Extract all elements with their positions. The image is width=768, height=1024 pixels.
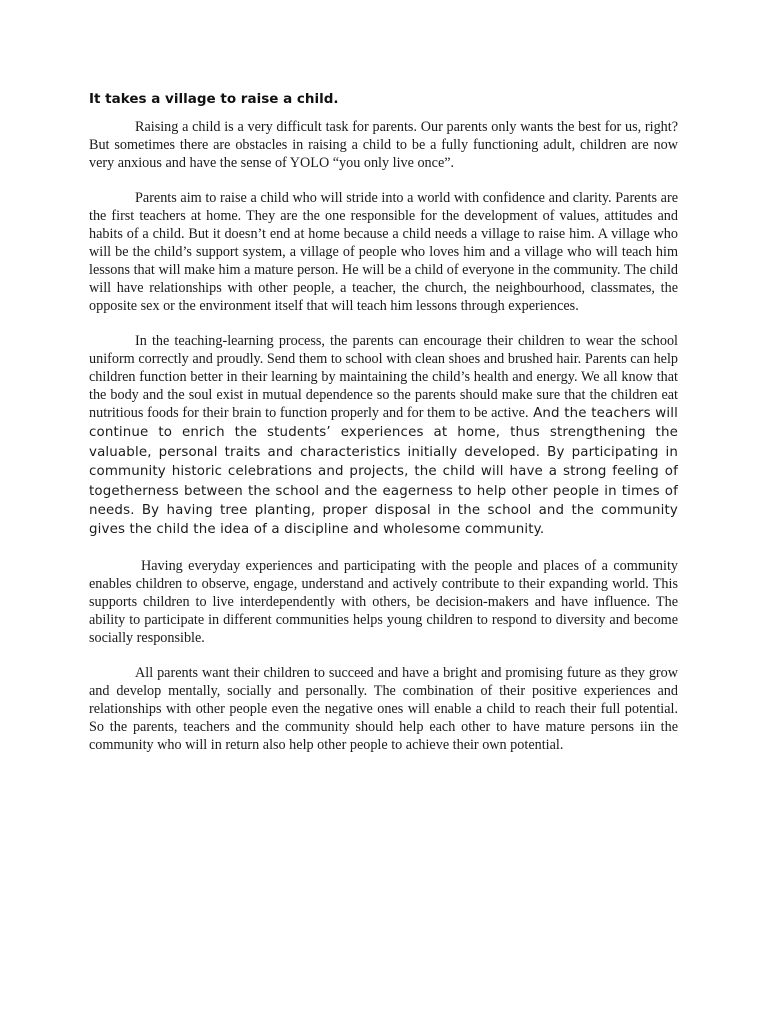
paragraph-1 xyxy=(89,118,678,172)
paragraph-2 xyxy=(89,189,678,315)
paragraph-5 xyxy=(89,664,678,754)
document-title: It takes a village to raise a child. xyxy=(89,91,339,107)
paragraph-1-text: Raising a child is a very difficult task for parents. Our parents only wants the best for us, right? But sometimes there are obstacles in raising a child to be a fully functioning adult, children are now very anxious and have the sense of YOLO “you only live once”. xyxy=(89,119,678,171)
paragraph-3-text-sans: And the teachers will continue to enrich the students’ experiences at home, thus strengthening the valuable, personal traits and characteristics initially developed. By participating in community historic celebrations and projects, the child will have a strong feeling of togetherness between the school and the eagerness to help other people in times of needs. By having tree planting, proper disposal in the school and the community gives the child the idea of a discipline and wholesome community. xyxy=(89,406,678,538)
paragraph-2-text: Parents aim to raise a child who will stride into a world with confidence and clarity. Parents are the first teachers at home. They are the one responsible for the development of values, attitudes and habits of a child. But it doesn’t end at home because a child needs a village to raise him. A village who will be the child’s support system, a village of people who loves him and a village who will teach him lessons that will make him a mature person. He will be a child of everyone in the community. The child will have relationships with other people, a teacher, the church, the neighbourhood, classmates, the opposite sex or the environment itself that will teach him lessons through experiences. xyxy=(89,190,678,314)
paragraph-4 xyxy=(89,557,678,647)
paragraph-5-text: All parents want their children to succeed and have a bright and promising future as they grow and develop mentally, socially and personally. The combination of their positive experiences and relationships with other people even the negative ones will enable a child to reach their full potential. So the parents, teachers and the community should help each other to have mature persons iin the community who will in return also help other people to achieve their own potential. xyxy=(89,664,678,753)
paragraph-3 xyxy=(89,332,678,540)
paragraph-3-text-serif: In the teaching-learning process, the parents can encourage their children to wear the school uniform correctly and proudly. Send them to school with clean shoes and brushed hair. Parents can help children function better in their learning by maintaining the child’s health and energy. We all know that the body and the soul exist in mutual dependence so the parents should make sure that the children eat nutritious foods for their brain to function properly and for them to be active. xyxy=(89,333,678,421)
paragraph-4-text: Having everyday experiences and participating with the people and places of a community enables children to observe, engage, understand and actively contribute to their expanding world. This supports children to live interdependently with others, be decision-makers and have influence. The ability to participate in different communities helps young children to respond to diversity and become socially responsible. xyxy=(89,557,678,646)
document-body xyxy=(89,90,678,771)
